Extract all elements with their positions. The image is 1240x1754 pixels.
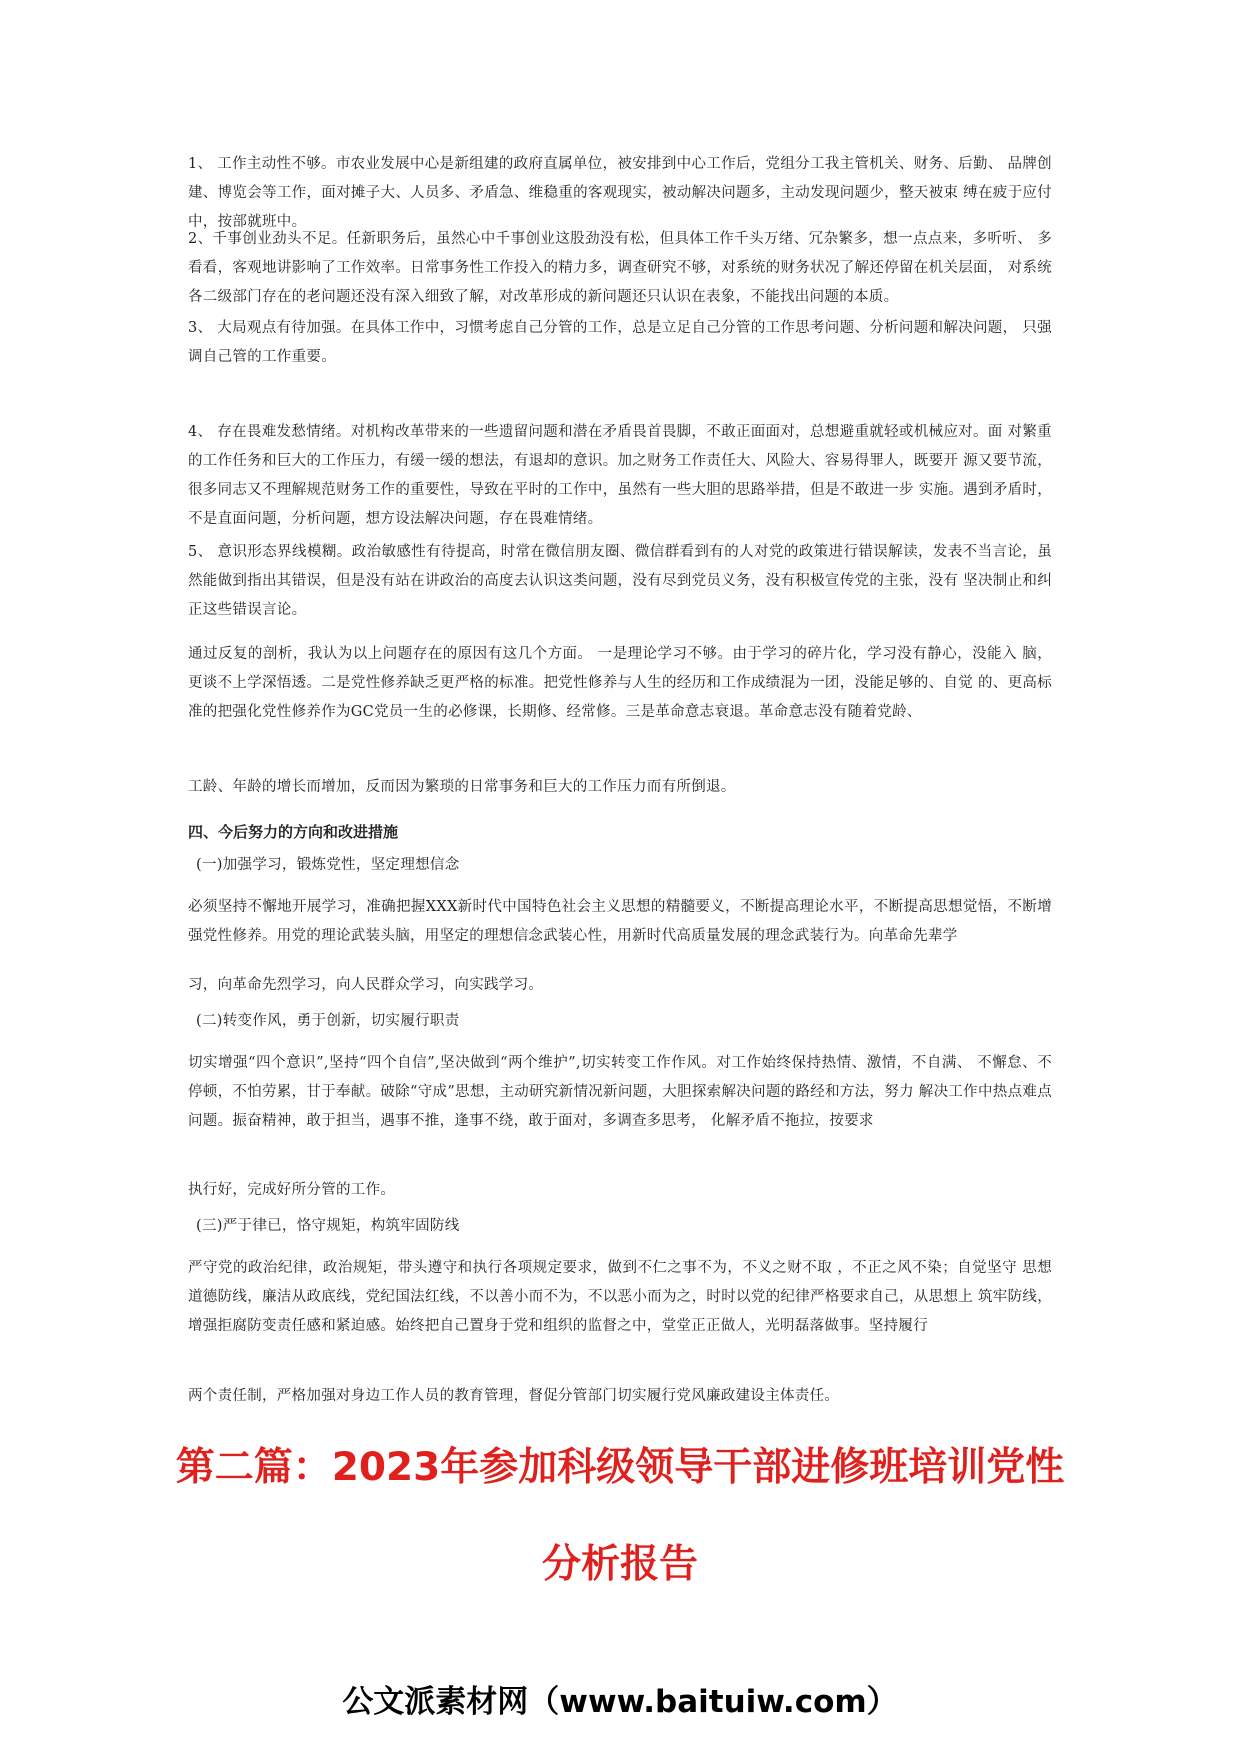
- measure-3-paragraph-continued: 两个责任制，严格加强对身边工作人员的教育管理，督促分管部门切实履行党风廉政建设主体责任。: [188, 1388, 840, 1404]
- causes-paragraph-continued: 工龄、年龄的增长而增加，反而因为繁琐的日常事务和巨大的工作压力而有所倒退。: [188, 779, 736, 795]
- measure-2-paragraph: 切实增强“四个意识”,坚持“四个自信”,坚决做到“两个维护”,切实转变工作作风。对工作始终保持热情、激情，不自满、 不懈怠、不停顿，不怕劳累，甘于奉献。破除“守成”思想，主动研究新情况新问题，大胆探索解决问题的路经和方法，努力 解决工作中热点难点问题。振奋精神，敢于担当，遇事不推，逢事不绕，敢于面对，多调查多思考， 化解矛盾不拖拉，按要求: [188, 1055, 1052, 1129]
- measure-2-title: (二)转变作风，勇于创新，切实履行职责: [196, 1013, 460, 1029]
- article-2-title-line-2: 分析报告: [541, 1542, 698, 1587]
- problem-paragraph-5: 5、 意识形态界线模糊。政治敏感性有待提高，时常在微信朋友圈、微信群看到有的人对党的政策进行错误解读，发表不当言论，虽然能做到指出其错误，但是没有站在讲政治的高度去认识这类问题，没有尽到党员义务，没有积极宣传党的主张，没有 坚决制止和纠正这些错误言论。: [188, 544, 1052, 618]
- footer-watermark: 公文派素材网（www.baituiw.com）: [342, 1684, 898, 1720]
- problem-paragraph-1: 1、 工作主动性不够。市农业发展中心是新组建的政府直属单位，被安排到中心工作后，党组分工我主管机关、财务、后勤、 品牌创建、博览会等工作，面对摊子大、人员多、矛盾急、维稳重的客观现实，被动解决问题多，主动发现问题少，整天被束 缚在疲于应付中，按部就班中。: [188, 156, 1052, 230]
- measure-1-paragraph-continued: 习，向革命先烈学习，向人民群众学习，向实践学习。: [188, 977, 544, 993]
- measure-1-paragraph: 必须坚持不懈地开展学习，准确把握XXX新时代中国特色社会主义思想的精髓要义，不断提高理论水平，不断提高思想觉悟，不断增强党性修养。用党的理论武装头脑，用坚定的理想信念武装心性，用新时代高质量发展的理念武装行为。向革命先辈学: [188, 899, 1052, 944]
- section-heading: 四、今后努力的方向和改进措施: [188, 823, 399, 841]
- measure-1-title: (一)加强学习，锻炼党性，坚定理想信念: [196, 857, 460, 873]
- measure-3-paragraph: 严守党的政治纪律，政治规矩，带头遵守和执行各项规定要求，做到不仁之事不为，不义之财不取 ，不正之风不染；自觉坚守 思想道德防线，廉洁从政底线，党纪国法红线，不以善小而不为，不以恶小而为之，时时以党的纪律严格要求自己，从思想上 筑牢防线，增强拒腐防变责任感和紧迫感。始终把自己置身于党和组织的监督之中，堂堂正正做人，光明磊落做事。坚持履行: [188, 1260, 1052, 1334]
- measure-2-paragraph-continued: 执行好，完成好所分管的工作。: [188, 1182, 396, 1198]
- causes-paragraph: 通过反复的剖析，我认为以上问题存在的原因有这几个方面。 一是理论学习不够。由于学习的碎片化，学习没有静心，没能入 脑，更谈不上学深悟透。二是党性修养缺乏更严格的标准。把党性修养与人生的经历和工作成绩混为一团，没能足够的、自觉 的、更高标准的把强化党性修养作为GC党员一生的必修课，长期修、经常修。三是革命意志衰退。革命意志没有随着党龄、: [188, 646, 1052, 720]
- problem-paragraph-4: 4、 存在畏难发愁情绪。对机构改革带来的一些遗留问题和潜在矛盾畏首畏脚，不敢正面面对，总想避重就轻或机械应对。面 对繁重的工作任务和巨大的工作压力，有缓一缓的想法，有退却的意识。加之财务工作责任大、风险大、容易得罪人，既要开 源又要节流，很多同志又不理解规范财务工作的重要性，导致在平时的工作中，虽然有一些大胆的思路举措，但是不敢进一步 实施。遇到矛盾时，不是直面问题，分析问题，想方设法解决问题，存在畏难情绪。: [188, 424, 1052, 527]
- problem-paragraph-2: 2、千事创业劲头不足。任新职务后，虽然心中千事创业这股劲没有松，但具体工作千头万绪、冗杂繁多，想一点点来，多听听、 多看看，客观地讲影响了工作效率。日常事务性工作投入的精力多，调查研究不够，对系统的财务状况了解还停留在机关层面， 对系统各二级部门存在的老问题还没有深入细致了解，对改革形成的新问题还只认识在表象，不能找出问题的本质。: [188, 231, 1052, 305]
- measure-3-title: (三)严于律已，恪守规矩，构筑牢固防线: [196, 1218, 460, 1234]
- problem-paragraph-3: 3、 大局观点有待加强。在具体工作中，习惯考虑自己分管的工作，总是立足自己分管的工作思考问题、分析问题和解决问题， 只强调自己管的工作重要。: [188, 320, 1052, 365]
- article-2-title-line-1: 第二篇：2023年参加科级领导干部进修班培训党性: [175, 1445, 1065, 1490]
